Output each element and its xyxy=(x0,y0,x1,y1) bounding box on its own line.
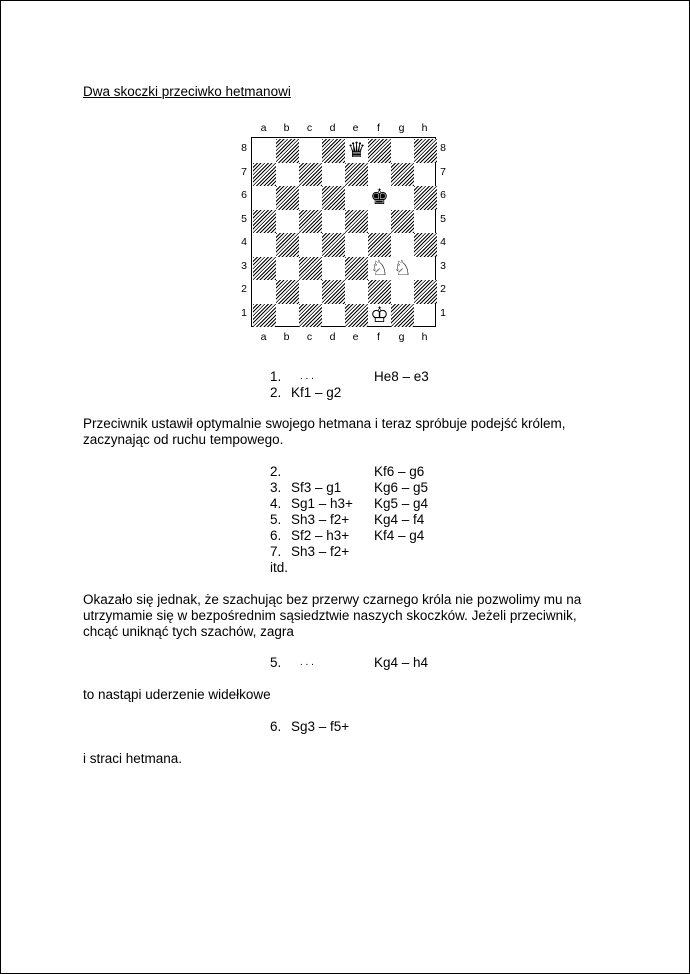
board-square-g7 xyxy=(391,163,414,187)
board-square-g6 xyxy=(391,186,414,210)
file-label-bottom: h xyxy=(421,331,428,343)
board-square-d8 xyxy=(322,139,345,163)
move-number: 2. xyxy=(270,385,282,400)
board-square-e7 xyxy=(345,163,368,187)
move-row xyxy=(270,480,470,496)
board-square-f4 xyxy=(368,233,391,257)
white-move: Sg1 – h3+ xyxy=(291,496,353,511)
file-label-bottom: g xyxy=(398,331,405,343)
move-row xyxy=(270,544,470,560)
rank-label-left: 2 xyxy=(241,283,247,295)
file-label-top: c xyxy=(306,122,313,134)
white-move: . . . xyxy=(300,371,314,382)
move-row xyxy=(270,496,470,512)
page-title: Dwa skoczki przeciwko hetmanowi xyxy=(83,84,291,99)
move-number: 6. xyxy=(270,528,282,543)
board-square-a8 xyxy=(253,139,276,163)
board-square-a4 xyxy=(253,233,276,257)
paragraph-2: Okazało się jednak, że szachując bez przerwy czarnego króla nie pozwolimy mu na utrzymamie się w bezpośrednim sąsiedztwie naszych skoczków. Jeżeli przeciwnik, chcąć uniknąć tych szachów, zagra xyxy=(83,592,582,639)
move-number: 1. xyxy=(270,369,282,384)
board-square-e3 xyxy=(345,257,368,281)
board-square-h1 xyxy=(414,304,437,328)
board-square-e5 xyxy=(345,210,368,234)
board-square-d5 xyxy=(322,210,345,234)
board-square-c3 xyxy=(299,257,322,281)
board-square-a2 xyxy=(253,280,276,304)
white-move: . . . xyxy=(300,657,314,668)
board-square-h7 xyxy=(414,163,437,187)
board-square-g2 xyxy=(391,280,414,304)
black-queen-icon: ♛ xyxy=(347,138,366,162)
board-square-g1 xyxy=(391,304,414,328)
move-row xyxy=(270,719,470,735)
paragraph-1: Przeciwnik ustawił optymalnie swojego hetmana i teraz spróbuje podejść królem, zaczynając od ruchu tempowego. xyxy=(83,416,566,447)
board-square-c8 xyxy=(299,139,322,163)
white-move: Sh3 – f2+ xyxy=(291,512,350,527)
board-square-b3 xyxy=(276,257,299,281)
board-square-f2 xyxy=(368,280,391,304)
rank-label-left: 5 xyxy=(241,212,247,225)
board-square-b4 xyxy=(276,233,299,257)
white-move: Kf1 – g2 xyxy=(291,385,342,400)
black-king-icon: ♚ xyxy=(368,186,391,210)
board-square-a6 xyxy=(253,186,276,210)
move-row xyxy=(270,560,470,576)
board-square-a1 xyxy=(253,304,276,328)
board-square-c1 xyxy=(299,304,322,328)
white-knight-icon: ♘ xyxy=(370,255,389,280)
board-square-h8 xyxy=(414,139,437,163)
file-label-bottom: e xyxy=(352,331,359,343)
file-label-top: e xyxy=(352,122,359,134)
file-label-bottom: c xyxy=(306,331,313,343)
board-square-c5 xyxy=(299,210,322,234)
board-square-b7 xyxy=(276,163,299,187)
board-square-f5 xyxy=(368,210,391,234)
board-square-c6 xyxy=(299,186,322,210)
file-label-top: g xyxy=(398,122,405,134)
rank-label-left: 3 xyxy=(241,259,247,272)
board-square-h4 xyxy=(414,233,437,257)
rank-label-left: 8 xyxy=(241,142,247,154)
file-label-bottom: b xyxy=(283,331,290,343)
board-square-g8 xyxy=(391,139,414,163)
move-number: itd. xyxy=(270,560,289,575)
board-square-e2 xyxy=(345,280,368,304)
board-square-b8 xyxy=(276,139,299,163)
move-row xyxy=(270,655,470,671)
board-square-h5 xyxy=(414,210,437,234)
move-row xyxy=(270,369,470,385)
rank-label-right: 7 xyxy=(440,165,446,178)
board-square-a5 xyxy=(253,210,276,234)
black-move: Kg5 – g4 xyxy=(374,496,429,511)
move-number: 5. xyxy=(270,655,282,670)
black-move: Kg4 – h4 xyxy=(374,655,429,670)
move-number: 7. xyxy=(270,544,282,559)
move-number: 3. xyxy=(270,480,282,495)
move-row xyxy=(270,528,470,544)
file-label-top: b xyxy=(283,122,290,134)
board-square-h2 xyxy=(414,280,437,304)
board-square-f8 xyxy=(368,139,391,163)
white-move: Sf2 – h3+ xyxy=(291,528,350,543)
rank-label-left: 4 xyxy=(241,236,247,248)
white-move: Sg3 – f5+ xyxy=(291,719,350,734)
board-square-b6 xyxy=(276,186,299,210)
move-number: 5. xyxy=(270,512,282,527)
board-square-h6 xyxy=(414,186,437,210)
rank-label-right: 1 xyxy=(440,306,446,319)
file-label-top: d xyxy=(329,122,336,134)
move-row xyxy=(270,464,470,480)
board-square-b1 xyxy=(276,304,299,328)
file-label-top: a xyxy=(260,122,267,134)
board-square-d3 xyxy=(322,257,345,281)
board-square-c2 xyxy=(299,280,322,304)
board-square-d1 xyxy=(322,304,345,328)
board-square-h3 xyxy=(414,257,437,281)
board-square-d4 xyxy=(322,233,345,257)
white-move: Sh3 – f2+ xyxy=(291,544,350,559)
board-square-d2 xyxy=(322,280,345,304)
paragraph-4: i straci hetmana. xyxy=(83,751,183,766)
chess-board xyxy=(251,137,436,327)
file-label-bottom: a xyxy=(260,331,267,343)
white-knight-icon: ♘ xyxy=(391,257,414,281)
rank-label-right: 5 xyxy=(440,212,446,225)
black-move: He8 – e3 xyxy=(374,369,429,384)
board-square-b5 xyxy=(276,210,299,234)
move-row xyxy=(270,385,470,401)
black-move: Kg4 – f4 xyxy=(374,512,425,527)
board-square-b2 xyxy=(276,280,299,304)
move-number: 6. xyxy=(270,719,282,734)
rank-label-right: 3 xyxy=(440,259,446,272)
paragraph-3: to nastąpi uderzenie widełkowe xyxy=(83,687,271,702)
rank-label-left: 7 xyxy=(241,165,247,178)
file-label-bottom: d xyxy=(329,331,336,343)
file-label-top: h xyxy=(421,122,428,134)
board-square-g4 xyxy=(391,233,414,257)
board-square-a3 xyxy=(253,257,276,281)
move-row xyxy=(270,512,470,528)
board-square-f7 xyxy=(368,163,391,187)
rank-label-right: 6 xyxy=(440,189,446,201)
rank-label-left: 1 xyxy=(241,306,247,319)
move-number: 4. xyxy=(270,496,282,511)
rank-label-left: 6 xyxy=(241,189,247,201)
board-square-e6 xyxy=(345,186,368,210)
board-square-d7 xyxy=(322,163,345,187)
black-move: Kf4 – g4 xyxy=(374,528,425,543)
board-square-g5 xyxy=(391,210,414,234)
board-square-d6 xyxy=(322,186,345,210)
white-king-icon: ♔ xyxy=(370,302,389,327)
move-number: 2. xyxy=(270,464,282,479)
board-square-c4 xyxy=(299,233,322,257)
file-label-top: f xyxy=(377,122,380,134)
board-square-e4 xyxy=(345,233,368,257)
black-move: Kg6 – g5 xyxy=(374,480,429,495)
rank-label-right: 8 xyxy=(440,142,446,154)
rank-label-right: 4 xyxy=(440,236,446,248)
file-label-bottom: f xyxy=(377,331,380,343)
board-square-a7 xyxy=(253,163,276,187)
black-move: Kf6 – g6 xyxy=(374,464,425,479)
board-square-c7 xyxy=(299,163,322,187)
white-move: Sf3 – g1 xyxy=(291,480,342,495)
board-square-e1 xyxy=(345,304,368,328)
rank-label-right: 2 xyxy=(440,283,446,295)
